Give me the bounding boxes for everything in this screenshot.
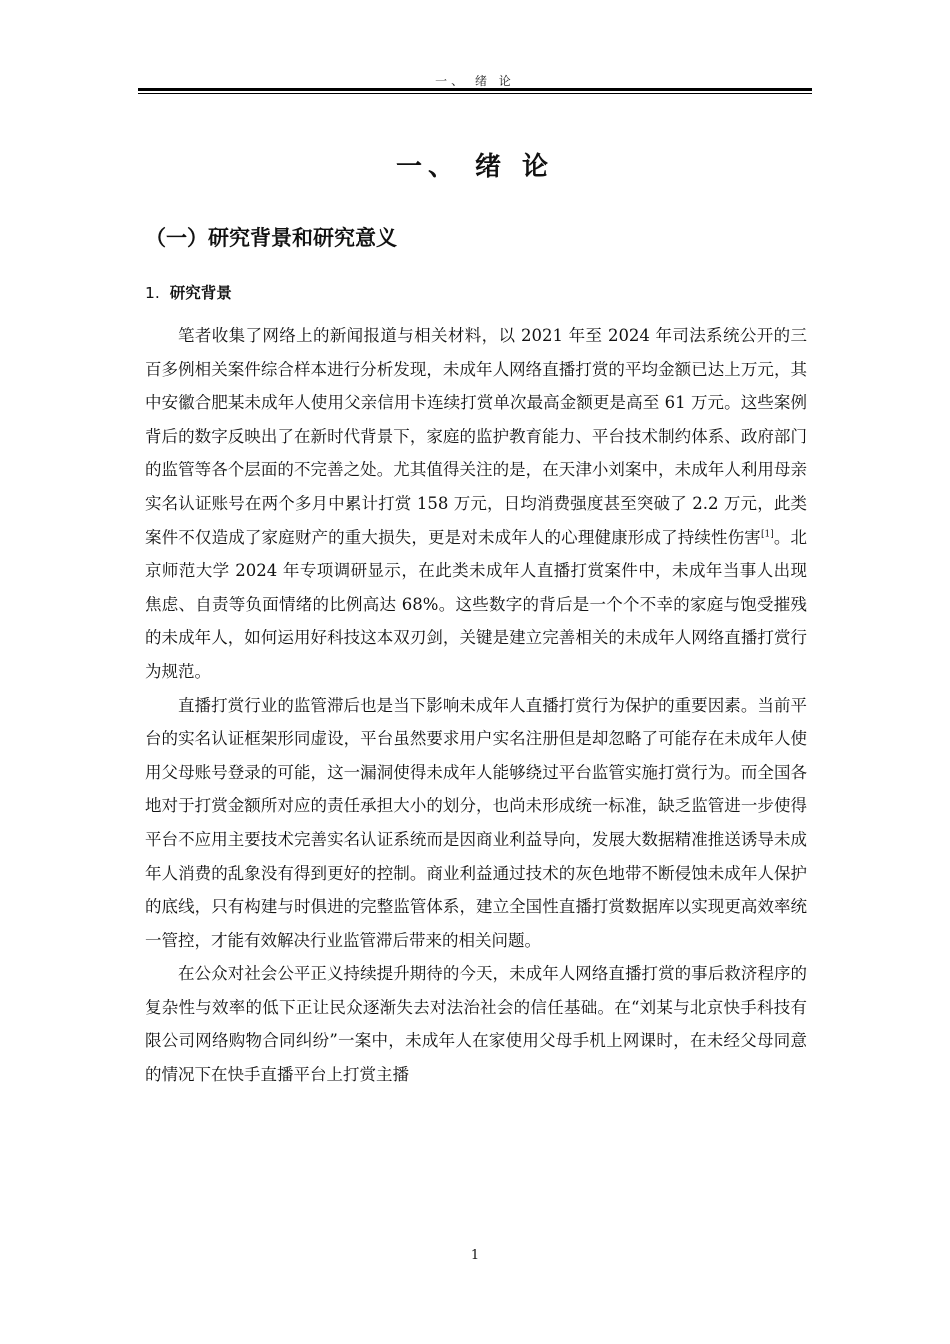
section-title: （一）研究背景和研究意义 <box>145 226 397 250</box>
subsection-title <box>145 278 232 308</box>
paragraph-3: 在公众对社会公平正义持续提升期待的今天，未成年人网络直播打赏的事后救济程序的复杂性与效率的低下正让民众逐渐失去对法治社会的信任基础。在“刘某与北京快手科技有限公司网络购物合同纠纷”一案中，未成年人在家使用父母手机上网课时，在未经父母同意的情况下在快手直播平台上打赏主播 <box>145 964 807 1085</box>
paragraph-1 <box>145 319 807 689</box>
chapter-title: 一、 绪 论 <box>395 152 555 182</box>
header-rule <box>138 88 812 91</box>
citation-ref: [1] <box>760 529 774 540</box>
paragraph-2: 直播打赏行业的监管滞后也是当下影响未成年人直播打赏行为保护的重要因素。当前平台的实名认证框架形同虚设，平台虽然要求用户实名注册但是却忽略了可能存在未成年人使用父母账号登录的可能，这一漏洞使得未成年人能够绕过平台监管实施打赏行为。而全国各地对于打赏金额所对应的责任承担大小的划分，也尚未形成统一标准，缺乏监管进一步使得平台不应用主要技术完善实名认证系统而是因商业利益导向，发展大数据精准推送诱导未成年人消费的乱象没有得到更好的控制。商业利益通过技术的灰色地带不断侵蚀未成年人保护的底线，只有构建与时俱进的完整监管体系，建立全国性直播打赏数据库以实现更高效率统一管控，才能有效解决行业监管滞后带来的相关问题。 <box>145 695 807 950</box>
running-header: 一、 绪 论 <box>435 74 515 88</box>
subsection-number: 1. <box>145 284 160 302</box>
header-rule-thin <box>138 93 812 94</box>
subsection-label: 研究背景 <box>169 284 232 302</box>
paragraph-1-text-b: 。北京师范大学 2024 年专项调研显示，在此类未成年人直播打赏案件中，未成年当事人出现焦虑、自责等负面情绪的比例高达 68%。这些数字的背后是一个个不幸的家庭与饱受摧残的未成年人，如何运用好科技这本双刃剑，关键是建立完善相关的未成年人网络直播打赏行为规范。 <box>145 527 808 681</box>
body-text <box>145 319 807 1092</box>
paragraph-1-text-a: 笔者收集了网络上的新闻报道与相关材料，以 2021 年至 2024 年司法系统公开的三百多例相关案件综合样本进行分析发现，未成年人网络直播打赏的平均金额已达上万元，其中安徽合肥某未成年人使用父亲信用卡连续打赏单次最高金额更是高至 61 万元。这些案例背后的数字反映出了在新时代背景下，家庭的监护教育能力、平台技术制约体系、政府部门的监管等各个层面的不完善之处。尤其值得关注的是，在天津小刘案中，未成年人利用母亲实名认证账号在两个多月中累计打赏 158 万元，日均消费强度甚至突破了 2.2 万元，此类案件不仅造成了家庭财产的重大损失，更是对未成年人的心理健康形成了持续性伤害 <box>145 326 807 547</box>
page-number: 1 <box>470 1248 480 1263</box>
